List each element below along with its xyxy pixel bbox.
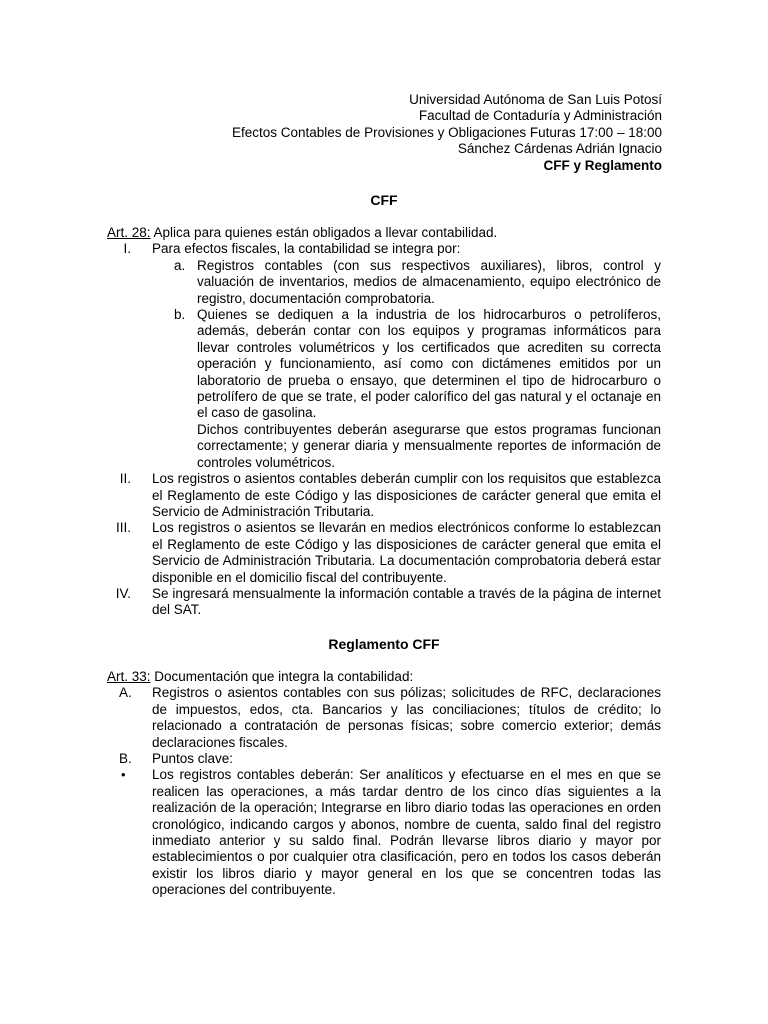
list-text: Para efectos fiscales, la contabilidad se integra por: bbox=[152, 241, 461, 257]
sublist-item-b bbox=[107, 307, 661, 422]
reglamento-section-title: Reglamento CFF bbox=[328, 636, 440, 652]
art-33-label: Art. 33: bbox=[107, 669, 151, 684]
list-letter: B. bbox=[119, 751, 132, 767]
list-number: III. bbox=[115, 520, 131, 536]
bullet-text: Los registros contables deberán: Ser analíticos y efectuarse en el mes en que se realicen las operaciones, a más tardar dentro de los cinco días siguientes a la realización de la operación; Integrarse en libro diario todas las operaciones en orden cronológico, indicando cargos y abonos, nombre de cuenta, saldo final del registro inmediato anterior y su saldo final. Podrán llevarse libros diario y mayor por establecimientos o por cualquier otra clasificación, pero en todos los casos deberán existir los libros diario y mayor general en los que se concentren todas las operaciones del contribuyente. bbox=[152, 767, 661, 898]
list-text: Los registros o asientos se llevarán en medios electrónicos conforme lo establezcan el Reglamento de este Código y las disposiciones de carácter general que emita el Servicio de Administración Tributaria. La documentación comprobatoria deberá estar disponible en el domicilio fiscal del contribuyente. bbox=[152, 520, 661, 585]
list-item-iii bbox=[107, 520, 661, 586]
reglamento-section bbox=[107, 669, 661, 899]
art-28-label: Art. 28: bbox=[107, 225, 151, 240]
document-subject: CFF y Reglamento bbox=[543, 157, 662, 173]
sublist-letter: b. bbox=[174, 307, 186, 323]
list-letter: A. bbox=[119, 685, 132, 701]
list-number: II. bbox=[119, 471, 131, 487]
art-33-text: Documentación que integra la contabilidad: bbox=[150, 669, 414, 684]
list-text: Puntos clave: bbox=[152, 751, 234, 767]
course-name: Efectos Contables de Provisiones y Obligaciones Futuras 17:00 – 18:00 bbox=[231, 124, 662, 140]
list-text: Los registros o asientos contables deberán cumplir con los requisitos que establezca el Reglamento de este Código y las disposiciones de carácter general que emita el Servicio de Administración Tributaria. bbox=[152, 471, 661, 519]
list-text: Se ingresará mensualmente la información contable a través de la página de internet del SAT. bbox=[152, 585, 661, 618]
list-text: Registros o asientos contables con sus pólizas; solicitudes de RFC, declaraciones de impuestos, edos, cta. Bancarios y las conciliaciones; títulos de crédito; lo relacionado a contratación de personas físicas; sobre comercio exterior; demás declaraciones fiscales. bbox=[152, 685, 661, 750]
list-number: IV. bbox=[115, 585, 131, 601]
sublist-text: Registros contables (con sus respectivos auxiliares), libros, control y valuación de inventarios, medios de almacenamiento, equipo electrónico de registro, documentación comprobatoria. bbox=[197, 257, 661, 306]
sublist-continuation: Dichos contribuyentes deberán asegurarse que estos programas funcionan correctamente; y generar diaria y mensualmente reportes de información de controles volumétricos. bbox=[197, 421, 661, 470]
list-item-a bbox=[107, 685, 661, 751]
sublist-letter: a. bbox=[174, 257, 186, 273]
list-item-i bbox=[107, 241, 661, 257]
cff-section-title: CFF bbox=[370, 192, 398, 208]
list-number: I. bbox=[123, 241, 131, 257]
list-item-iv bbox=[107, 586, 661, 619]
list-item-b bbox=[107, 751, 661, 767]
bullet-icon: • bbox=[121, 767, 126, 783]
sublist-text: Quienes se dediquen a la industria de los hidrocarburos o petrolíferos, además, deberán contar con los equipos y programas informáticos para llevar controles volumétricos y los certificados que acrediten su correcta operación y funcionamiento, así como con dictámenes emitidos por un laboratorio de prueba o ensayo, que determinen el tipo de hidrocarburo o petrolífero de que se trate, el poder calorífico del gas natural y el octanaje en el caso de gasolina. bbox=[197, 307, 661, 421]
art-28-text: Aplica para quienes están obligados a llevar contabilidad. bbox=[150, 225, 498, 240]
list-item-ii bbox=[107, 471, 661, 520]
art-33-heading bbox=[107, 669, 661, 685]
faculty-name: Facultad de Contaduría y Administración bbox=[418, 108, 662, 124]
author-name: Sánchez Cárdenas Adrián Ignacio bbox=[457, 141, 662, 157]
art-28-heading bbox=[107, 225, 661, 241]
document-header bbox=[232, 92, 662, 174]
bullet-item bbox=[107, 767, 661, 898]
sublist-item-a bbox=[107, 258, 661, 307]
cff-section bbox=[107, 225, 661, 619]
university-name: Universidad Autónoma de San Luis Potosí bbox=[409, 92, 662, 107]
